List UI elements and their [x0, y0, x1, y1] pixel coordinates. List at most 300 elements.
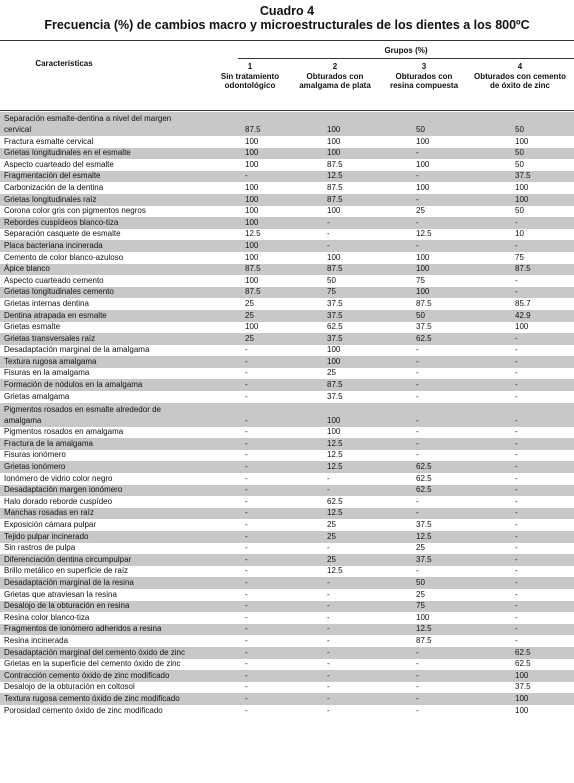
row-label-line1: Corona color gris con pigmentos negros: [4, 206, 146, 216]
group-label-line2: odontológico: [224, 81, 276, 90]
group-4-value: 100: [515, 322, 529, 332]
row-label-line1: Grietas internas dentina: [4, 298, 89, 308]
group-4-value: -: [515, 531, 518, 541]
row-label-line1: Rebordes cuspídeos blanco-tiza: [4, 217, 119, 227]
group-2-value: 37.5: [327, 310, 343, 320]
group-3-value: 50: [416, 125, 425, 134]
row-label: [4, 310, 236, 321]
row-label-line1: Fisuras ionómero: [4, 450, 66, 460]
group-2-value: 12.5: [327, 462, 343, 472]
group-4-value: 50: [515, 148, 524, 158]
table-row: [0, 438, 574, 450]
row-label-line1: Grietas esmalte: [4, 322, 61, 332]
group-1-value: 87.5: [245, 125, 261, 134]
group-1-value: 87.5: [245, 287, 261, 297]
group-3-value: -: [416, 496, 419, 506]
row-label-line1: Grietas longitudinales cemento: [4, 287, 114, 297]
table-row: [0, 298, 574, 310]
table-row: [0, 496, 574, 508]
group-3-value: -: [416, 356, 419, 366]
row-label-line1: Grietas que atraviesan la resina: [4, 589, 117, 599]
table-row: [0, 589, 574, 601]
row-label-line1: Dentina atrapada en esmalte: [4, 310, 107, 320]
group-3-value: 100: [416, 287, 430, 297]
group-3-value: 25: [416, 589, 425, 599]
group-1-value: 100: [245, 206, 259, 216]
group-3-value: 100: [416, 612, 430, 622]
group-4-value: -: [515, 566, 518, 576]
group-3-value: 75: [416, 601, 425, 611]
group-3-value: 62.5: [416, 333, 432, 343]
group-4-value: 50: [515, 159, 524, 169]
group-2-value: 12.5: [327, 438, 343, 448]
group-2-value: -: [327, 659, 330, 669]
group-1-value: 87.5: [245, 264, 261, 274]
group-3-value: -: [416, 693, 419, 703]
row-label: [4, 507, 236, 518]
group-3-value: 37.5: [416, 520, 432, 529]
group-1-value: -: [245, 496, 248, 506]
row-label-line1: Grietas longitudinales raíz: [4, 194, 97, 204]
table-row: [0, 171, 574, 183]
group-3-value: 12.5: [416, 531, 432, 541]
group-4-value: 100: [515, 136, 529, 146]
group-3-value: -: [416, 450, 419, 460]
row-label-line1: Grietas amalgama: [4, 391, 70, 401]
row-label: [4, 496, 236, 507]
group-2-value: 12.5: [327, 450, 343, 460]
row-label-line1: Grietas transversales raíz: [4, 333, 96, 343]
group-2-value: 25: [327, 368, 336, 378]
row-label-line1: Desalojo de la obturación en coltosol: [4, 682, 135, 692]
group-4-value: -: [515, 462, 518, 472]
group-1-value: -: [245, 520, 248, 529]
group-2-value: 37.5: [327, 391, 343, 401]
table-header: [0, 42, 574, 110]
group-4-value: -: [515, 635, 518, 645]
group-4-value: -: [515, 450, 518, 460]
row-label: [4, 391, 236, 402]
group-2-value: 50: [327, 275, 336, 285]
group-2-value: 87.5: [327, 159, 343, 169]
group-1-value: -: [245, 647, 248, 657]
table-row: [0, 240, 574, 252]
table-row: [0, 531, 574, 543]
group-4-value: -: [515, 217, 518, 227]
row-label: [4, 333, 236, 344]
group-4-value: 50: [515, 125, 524, 134]
group-1-value: -: [245, 171, 248, 181]
table-row: [0, 635, 574, 647]
group-label-line1: Obturados con: [395, 71, 453, 81]
group-4-value: -: [515, 427, 518, 437]
group-3-value: -: [416, 171, 419, 181]
row-label: [4, 484, 236, 495]
group-1-value: -: [245, 612, 248, 622]
row-label-line1: Ápice blanco: [4, 264, 50, 274]
table-row: [0, 670, 574, 682]
table-row: [0, 577, 574, 589]
table-row: [0, 112, 574, 136]
group-1-value: -: [245, 345, 248, 355]
table-row: [0, 356, 574, 368]
group-1-value: -: [245, 659, 248, 669]
group-3-value: 12.5: [416, 624, 432, 634]
group-4-value: -: [515, 380, 518, 390]
group-3-value: 50: [416, 310, 425, 320]
group-3-value: -: [416, 415, 419, 425]
group-3-value: -: [416, 566, 419, 576]
group-4-value: -: [515, 333, 518, 343]
group-2-value: 100: [327, 125, 341, 134]
group-1-value: 100: [245, 136, 259, 146]
group-4-value: 87.5: [515, 264, 531, 274]
row-label-line1: Separación casquete de esmalte: [4, 229, 121, 239]
row-label: [4, 136, 236, 147]
row-label-line1: Desadaptación marginal del cemento óxido de zinc: [4, 647, 185, 657]
group-1-value: 100: [245, 275, 259, 285]
row-label-line2: amalgama: [4, 415, 42, 425]
group-2-value: -: [327, 229, 330, 239]
row-label: [4, 635, 236, 646]
row-label: [4, 647, 236, 658]
table-row: [0, 229, 574, 241]
row-label-line1: Fractura de la amalgama: [4, 438, 93, 448]
table-row: [0, 403, 574, 427]
group-3-value: -: [416, 345, 419, 355]
row-label-line1: Fractura esmalte cervical: [4, 136, 94, 146]
group-2-value: -: [327, 543, 330, 553]
group-label-line1: Obturados con cemento: [473, 71, 566, 81]
group-3-value: 25: [416, 543, 425, 553]
row-label: [4, 240, 236, 251]
group-3-value: -: [416, 508, 419, 518]
group-2-value: 100: [327, 427, 341, 437]
row-label: [4, 600, 236, 611]
table-row: [0, 310, 574, 322]
group-1-value: 25: [245, 333, 254, 343]
group-3-value: -: [416, 682, 419, 692]
group-4-value: -: [515, 589, 518, 599]
group-2-value: 62.5: [327, 322, 343, 332]
group-2-value: 100: [327, 148, 341, 158]
group-2-value: 100: [327, 415, 341, 425]
row-label-line1: Aspecto cuarteado del esmalte: [4, 159, 114, 169]
group-4-value: 62.5: [515, 659, 531, 669]
table-row: [0, 612, 574, 624]
group-2-value: 37.5: [327, 333, 343, 343]
group-2-value: 87.5: [327, 182, 343, 192]
group-3-value: -: [416, 217, 419, 227]
group-1-value: 100: [245, 182, 259, 192]
row-label: [4, 589, 236, 600]
table-row: [0, 566, 574, 578]
group-number: 4: [517, 62, 523, 71]
row-label: [4, 404, 236, 426]
row-label-line1: Manchas rosadas en raíz: [4, 508, 94, 518]
row-label: [4, 263, 236, 274]
group-2-value: -: [327, 485, 330, 495]
group-3-value: 100: [416, 182, 430, 192]
group-4-value: 62.5: [515, 647, 531, 657]
group-2-value: 100: [327, 206, 341, 216]
group-1-value: 12.5: [245, 229, 261, 239]
table-row: [0, 322, 574, 334]
table-row: [0, 450, 574, 462]
group-4-value: -: [515, 577, 518, 587]
group-2-value: -: [327, 624, 330, 634]
group-2-value: 25: [327, 554, 336, 564]
table-row: [0, 601, 574, 613]
table-row: [0, 508, 574, 520]
group-1-value: -: [245, 485, 248, 495]
row-label: [4, 147, 236, 158]
group-1-value: -: [245, 635, 248, 645]
group-2-value: 100: [327, 136, 341, 146]
group-1-value: -: [245, 705, 248, 715]
group-4-value: -: [515, 275, 518, 285]
row-label: [4, 286, 236, 297]
group-4-value: -: [515, 624, 518, 634]
row-label: [4, 321, 236, 332]
table-row: [0, 217, 574, 229]
group-1-value: -: [245, 624, 248, 634]
group-3-value: -: [416, 368, 419, 378]
group-number: 2: [332, 62, 338, 71]
group-2-value: -: [327, 240, 330, 250]
row-label: [4, 252, 236, 263]
group-3-value: -: [416, 705, 419, 715]
group-2-value: 12.5: [327, 508, 343, 518]
row-label: [4, 159, 236, 170]
row-label: [4, 438, 236, 449]
table-caption: [0, 0, 574, 33]
table-row: [0, 647, 574, 659]
row-label-line2: cervical: [4, 125, 32, 134]
group-4-value: -: [515, 543, 518, 553]
group-2-value: 12.5: [327, 566, 343, 576]
row-label: [4, 612, 236, 623]
group-2-value: -: [327, 693, 330, 703]
row-label: [4, 113, 236, 135]
row-label-line1: Resina incinerada: [4, 635, 69, 645]
group-2-value: 100: [327, 356, 341, 366]
group-1-value: -: [245, 427, 248, 437]
group-4-value: -: [515, 508, 518, 518]
group-2-value: -: [327, 473, 330, 483]
group-4-value: -: [515, 554, 518, 564]
row-label-line1: Porosidad cemento óxido de zinc modificado: [4, 705, 163, 715]
group-1-value: 100: [245, 194, 259, 204]
group-1-value: 100: [245, 240, 259, 250]
group-2-value: 75: [327, 287, 336, 297]
group-4-value: -: [515, 368, 518, 378]
group-label-line2: resina compuesta: [389, 81, 459, 90]
group-2-value: 62.5: [327, 496, 343, 506]
table-row: [0, 693, 574, 705]
group-4-value: -: [515, 520, 518, 529]
group-4-value: -: [515, 438, 518, 448]
table-row: [0, 427, 574, 439]
group-2-value: 37.5: [327, 298, 343, 308]
group-1-value: -: [245, 450, 248, 460]
group-1-value: -: [245, 508, 248, 518]
table-row: [0, 206, 574, 218]
group-3-value: 100: [416, 264, 430, 274]
row-label-line1: Placa bacteriana incinerada: [4, 240, 103, 250]
row-label: [4, 542, 236, 553]
table-row: [0, 275, 574, 287]
table-number: Cuadro 4: [259, 4, 315, 18]
row-label: [4, 705, 236, 716]
group-1-value: -: [245, 670, 248, 680]
row-label: [4, 379, 236, 390]
group-2-value: 87.5: [327, 194, 343, 204]
group-2-value: -: [327, 217, 330, 227]
groups-header: Grupos (%): [384, 46, 428, 55]
group-2-value: -: [327, 670, 330, 680]
row-label-line1: Sin rastros de pulpa: [4, 543, 76, 553]
group-2-value: -: [327, 705, 330, 715]
group-1-value: -: [245, 682, 248, 692]
group-label-line2: amalgama de plata: [299, 81, 371, 90]
table-title: Frecuencia (%) de cambios macro y microestructurales de los dientes a los 800ºC: [44, 18, 530, 32]
row-label-line1: Halo dorado reborde cuspídeo: [4, 496, 113, 506]
group-2-value: -: [327, 682, 330, 692]
group-2-value: 25: [327, 531, 336, 541]
group-1-value: 25: [245, 310, 254, 320]
table-row: [0, 182, 574, 194]
table-row: [0, 379, 574, 391]
group-4-value: -: [515, 287, 518, 297]
group-3-value: 62.5: [416, 473, 432, 483]
table-row: [0, 159, 574, 171]
table-row: [0, 136, 574, 148]
group-label-line2: de óxito de zinc: [489, 81, 550, 90]
row-label-line1: Diferenciación dentina circumpulpar: [4, 554, 132, 564]
row-label: [4, 623, 236, 634]
group-4-value: -: [515, 601, 518, 611]
group-3-value: 12.5: [416, 229, 432, 239]
group-3-value: -: [416, 391, 419, 401]
group-3-value: 37.5: [416, 322, 432, 332]
table-row: [0, 391, 574, 403]
group-2-value: 100: [327, 345, 341, 355]
group-2-value: 87.5: [327, 380, 343, 390]
row-label: [4, 681, 236, 692]
group-2-value: 12.5: [327, 171, 343, 181]
row-label-line1: Fisuras en la amalgama: [4, 368, 90, 378]
group-4-value: 37.5: [515, 171, 531, 181]
row-label: [4, 194, 236, 205]
group-3-value: 25: [416, 206, 425, 216]
row-label: [4, 275, 236, 286]
group-3-value: -: [416, 380, 419, 390]
group-3-value: 87.5: [416, 298, 432, 308]
row-label-line1: Grietas en la superficie del cemento óxido de zinc: [4, 659, 181, 669]
group-1-value: 25: [245, 298, 254, 308]
table-row: [0, 659, 574, 671]
row-label: [4, 565, 236, 576]
group-3-value: 62.5: [416, 485, 432, 495]
group-label-line1: Obturados con: [306, 71, 364, 81]
row-label-line1: Textura rugosa amalgama: [4, 356, 97, 366]
group-1-value: -: [245, 391, 248, 401]
group-1-value: -: [245, 554, 248, 564]
group-3-value: 100: [416, 159, 430, 169]
row-label: [4, 461, 236, 472]
table-row: [0, 345, 574, 357]
row-label-line1: Pigmentos rosados en esmalte alrededor de: [4, 404, 161, 414]
group-1-header: [212, 62, 288, 91]
table-row: [0, 682, 574, 694]
row-label-line1: Formación de nódulos en la amalgama: [4, 380, 143, 390]
group-4-value: -: [515, 415, 518, 425]
group-2-value: -: [327, 647, 330, 657]
group-4-value: 75: [515, 252, 524, 262]
table-row: [0, 485, 574, 497]
table-row: [0, 554, 574, 566]
group-3-value: -: [416, 148, 419, 158]
header-rule: [0, 110, 574, 111]
table-row: [0, 333, 574, 345]
table-row: [0, 252, 574, 264]
group-4-value: 42.9: [515, 310, 531, 320]
group-4-value: -: [515, 612, 518, 622]
group-4-value: 37.5: [515, 682, 531, 692]
group-3-value: -: [416, 670, 419, 680]
group-4-value: -: [515, 356, 518, 366]
group-1-value: 100: [245, 159, 259, 169]
group-3-value: -: [416, 659, 419, 669]
row-label-line1: Fragmentación del esmalte: [4, 171, 101, 181]
group-1-value: -: [245, 380, 248, 390]
group-3-value: -: [416, 240, 419, 250]
group-4-value: 100: [515, 194, 529, 204]
row-label: [4, 670, 236, 681]
group-3-value: -: [416, 647, 419, 657]
group-4-value: -: [515, 391, 518, 401]
table-row: [0, 287, 574, 299]
table-row: [0, 543, 574, 555]
group-number: 1: [247, 62, 253, 71]
group-1-value: -: [245, 462, 248, 472]
group-4-value: 100: [515, 693, 529, 703]
group-1-value: -: [245, 473, 248, 483]
row-label-line1: Desadaptación margen ionómero: [4, 485, 123, 495]
group-3-value: 87.5: [416, 635, 432, 645]
row-label: [4, 658, 236, 669]
row-label: [4, 693, 236, 704]
group-3-value: -: [416, 194, 419, 204]
row-label: [4, 298, 236, 309]
group-4-value: -: [515, 485, 518, 495]
group-1-value: 100: [245, 217, 259, 227]
group-1-value: -: [245, 415, 248, 425]
table-row: [0, 194, 574, 206]
table-row: [0, 624, 574, 636]
group-3-value: -: [416, 427, 419, 437]
row-label-line1: Textura rugosa cemento óxido de zinc modificado: [4, 693, 180, 703]
group-4-value: 100: [515, 705, 529, 715]
group-3-value: 100: [416, 252, 430, 262]
row-label: [4, 554, 236, 565]
row-label: [4, 449, 236, 460]
groups-rule: [238, 58, 574, 59]
row-label-line1: Pigmentos rosados en amalgama: [4, 427, 124, 437]
group-2-value: 87.5: [327, 264, 343, 274]
group-1-value: -: [245, 368, 248, 378]
